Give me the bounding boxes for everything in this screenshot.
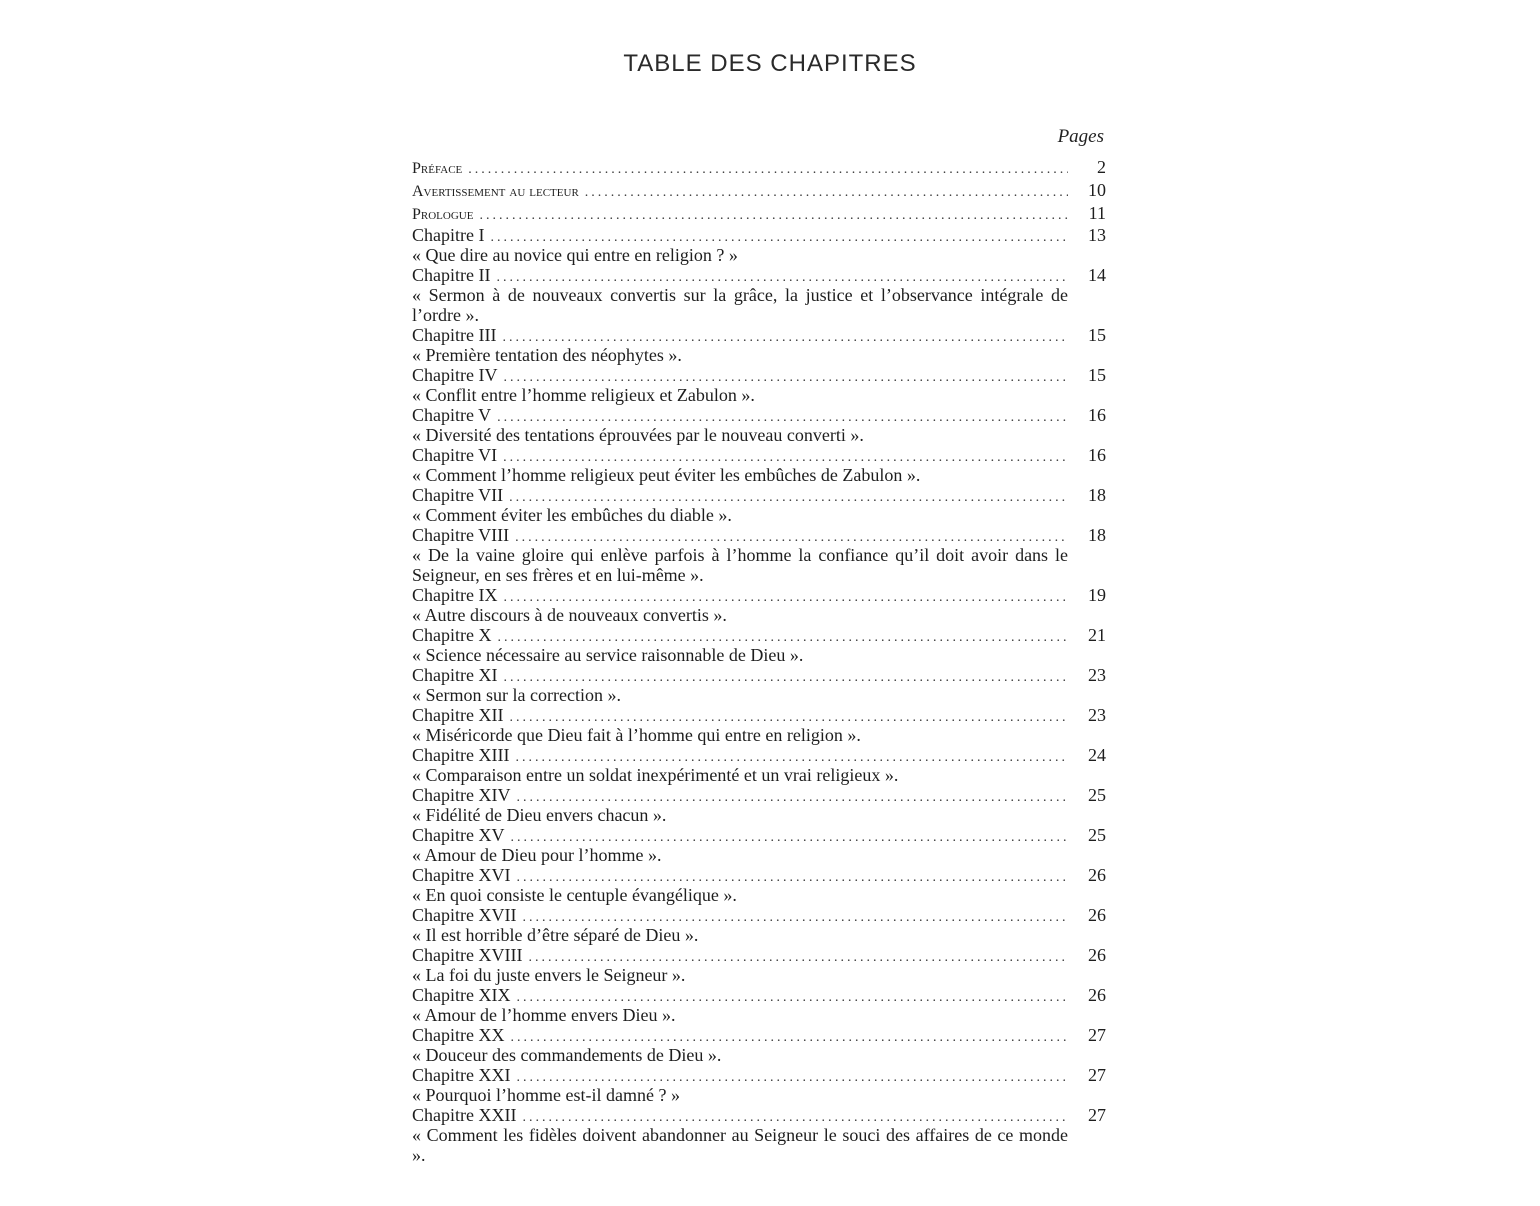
page-number: 26 bbox=[1088, 865, 1106, 885]
chapter-label: Chapitre VIII bbox=[412, 525, 510, 545]
chapter-description: « De la vaine gloire qui enlève parfois à l’homme la confiance qu’il doit avoir dans le Seigneur, en ses frères et en lui-même ». bbox=[412, 545, 1068, 585]
chapter-label: Chapitre XXI bbox=[412, 1065, 511, 1085]
dot-leader bbox=[479, 204, 1068, 227]
page-number: 15 bbox=[1088, 365, 1106, 385]
chapter-entry bbox=[412, 625, 1106, 645]
dot-leader bbox=[468, 158, 1068, 181]
chapter-description: « Science nécessaire au service raisonnable de Dieu ». bbox=[412, 645, 804, 665]
chapter-description: « Autre discours à de nouveaux convertis ». bbox=[412, 605, 727, 625]
chapter-label: Chapitre XIX bbox=[412, 985, 511, 1005]
page-number: 24 bbox=[1088, 745, 1106, 765]
page-number: 16 bbox=[1088, 445, 1106, 465]
chapter-label: Chapitre IV bbox=[412, 365, 498, 385]
chapter-entry bbox=[412, 365, 1106, 385]
page-number: 18 bbox=[1088, 485, 1106, 505]
page-number: 2 bbox=[1097, 157, 1106, 177]
chapter-description: « Fidélité de Dieu envers chacun ». bbox=[412, 805, 667, 825]
chapter-description: « En quoi consiste le centuple évangélique ». bbox=[412, 885, 737, 905]
page-number: 25 bbox=[1088, 785, 1106, 805]
chapter-description: « Sermon sur la correction ». bbox=[412, 685, 621, 705]
chapter-label: Chapitre XII bbox=[412, 705, 504, 725]
chapter-description: « Comparaison entre un soldat inexpérimenté et un vrai religieux ». bbox=[412, 765, 899, 785]
chapter-label: Chapitre VI bbox=[412, 445, 498, 465]
chapter-description: « Conflit entre l’homme religieux et Zabulon ». bbox=[412, 385, 755, 405]
chapter-entry bbox=[412, 1105, 1106, 1125]
chapter-entry bbox=[412, 525, 1106, 545]
chapter-label: Chapitre XIII bbox=[412, 745, 510, 765]
dot-leader bbox=[585, 181, 1068, 204]
chapter-entry bbox=[412, 745, 1106, 765]
chapter-entry bbox=[412, 325, 1106, 345]
chapter-description: « Il est horrible d’être séparé de Dieu ». bbox=[412, 925, 699, 945]
page-number: 16 bbox=[1088, 405, 1106, 425]
chapter-entry bbox=[412, 485, 1106, 505]
page-number: 19 bbox=[1088, 585, 1106, 605]
page-number: 26 bbox=[1088, 945, 1106, 965]
chapter-entry bbox=[412, 945, 1106, 965]
chapter-description: « Que dire au novice qui entre en religion ? » bbox=[412, 245, 738, 265]
chapter-label: Chapitre XV bbox=[412, 825, 505, 845]
front-matter-entry bbox=[412, 179, 1106, 202]
chapter-entry bbox=[412, 665, 1106, 685]
chapter-description: « Douceur des commandements de Dieu ». bbox=[412, 1045, 722, 1065]
front-matter-label: Préface bbox=[412, 160, 463, 177]
page-number: 25 bbox=[1088, 825, 1106, 845]
chapter-entry bbox=[412, 905, 1106, 925]
chapter-label: Chapitre I bbox=[412, 225, 485, 245]
front-matter-label: Prologue bbox=[412, 206, 474, 223]
chapter-label: Chapitre IX bbox=[412, 585, 498, 605]
front-matter-entry bbox=[412, 156, 1106, 179]
chapter-entry bbox=[412, 985, 1106, 1005]
page-number: 26 bbox=[1088, 905, 1106, 925]
chapter-description: « Pourquoi l’homme est-il damné ? » bbox=[412, 1085, 680, 1105]
page-number: 11 bbox=[1088, 203, 1106, 223]
chapter-entry bbox=[412, 265, 1106, 285]
chapter-label: Chapitre X bbox=[412, 625, 492, 645]
chapter-entry bbox=[412, 825, 1106, 845]
front-matter-entry bbox=[412, 202, 1106, 225]
chapter-label: Chapitre VII bbox=[412, 485, 504, 505]
chapter-description: « Sermon à de nouveaux convertis sur la grâce, la justice et l’observance intégrale de l’ordre ». bbox=[412, 285, 1068, 325]
page-number: 27 bbox=[1088, 1025, 1106, 1045]
chapter-entry bbox=[412, 705, 1106, 725]
chapter-description: « Comment les fidèles doivent abandonner au Seigneur le souci des affaires de ce monde ». bbox=[412, 1125, 1068, 1165]
chapter-label: Chapitre XVI bbox=[412, 865, 511, 885]
chapter-entry bbox=[412, 785, 1106, 805]
chapter-entry bbox=[412, 1025, 1106, 1045]
chapter-description: « Diversité des tentations éprouvées par le nouveau converti ». bbox=[412, 425, 864, 445]
pages-column-header: Pages bbox=[1057, 126, 1104, 147]
chapter-label: Chapitre III bbox=[412, 325, 497, 345]
page-number: 21 bbox=[1088, 625, 1106, 645]
chapter-entry bbox=[412, 225, 1106, 245]
chapter-label: Chapitre XVIII bbox=[412, 945, 523, 965]
page-number: 23 bbox=[1088, 705, 1106, 725]
chapter-description: « Amour de l’homme envers Dieu ». bbox=[412, 1005, 676, 1025]
front-matter-label: Avertissement au lecteur bbox=[412, 183, 579, 200]
page-number: 18 bbox=[1088, 525, 1106, 545]
page-number: 15 bbox=[1088, 325, 1106, 345]
chapter-label: Chapitre XI bbox=[412, 665, 498, 685]
chapter-entry bbox=[412, 445, 1106, 465]
page-title: TABLE DES CHAPITRES bbox=[623, 50, 917, 77]
chapter-description: « La foi du juste envers le Seigneur ». bbox=[412, 965, 686, 985]
chapter-entry bbox=[412, 405, 1106, 425]
chapter-label: Chapitre V bbox=[412, 405, 492, 425]
page-number: 27 bbox=[1088, 1065, 1106, 1085]
page-number: 26 bbox=[1088, 985, 1106, 1005]
chapter-description: « Comment l’homme religieux peut éviter les embûches de Zabulon ». bbox=[412, 465, 921, 485]
table-of-contents bbox=[412, 156, 1106, 1165]
page-number: 23 bbox=[1088, 665, 1106, 685]
page-number: 27 bbox=[1088, 1105, 1106, 1125]
chapter-entry bbox=[412, 585, 1106, 605]
chapter-description: « Comment éviter les embûches du diable ». bbox=[412, 505, 732, 525]
chapter-label: Chapitre XXII bbox=[412, 1105, 517, 1125]
page-number: 10 bbox=[1088, 180, 1106, 200]
chapter-label: Chapitre XX bbox=[412, 1025, 505, 1045]
chapter-label: Chapitre II bbox=[412, 265, 491, 285]
page-number: 14 bbox=[1088, 265, 1106, 285]
chapter-description: « Miséricorde que Dieu fait à l’homme qui entre en religion ». bbox=[412, 725, 861, 745]
chapter-description: « Première tentation des néophytes ». bbox=[412, 345, 682, 365]
chapter-entry bbox=[412, 865, 1106, 885]
chapter-description: « Amour de Dieu pour l’homme ». bbox=[412, 845, 662, 865]
chapter-label: Chapitre XIV bbox=[412, 785, 511, 805]
page-number: 13 bbox=[1088, 225, 1106, 245]
chapter-entry bbox=[412, 1065, 1106, 1085]
chapter-label: Chapitre XVII bbox=[412, 905, 517, 925]
